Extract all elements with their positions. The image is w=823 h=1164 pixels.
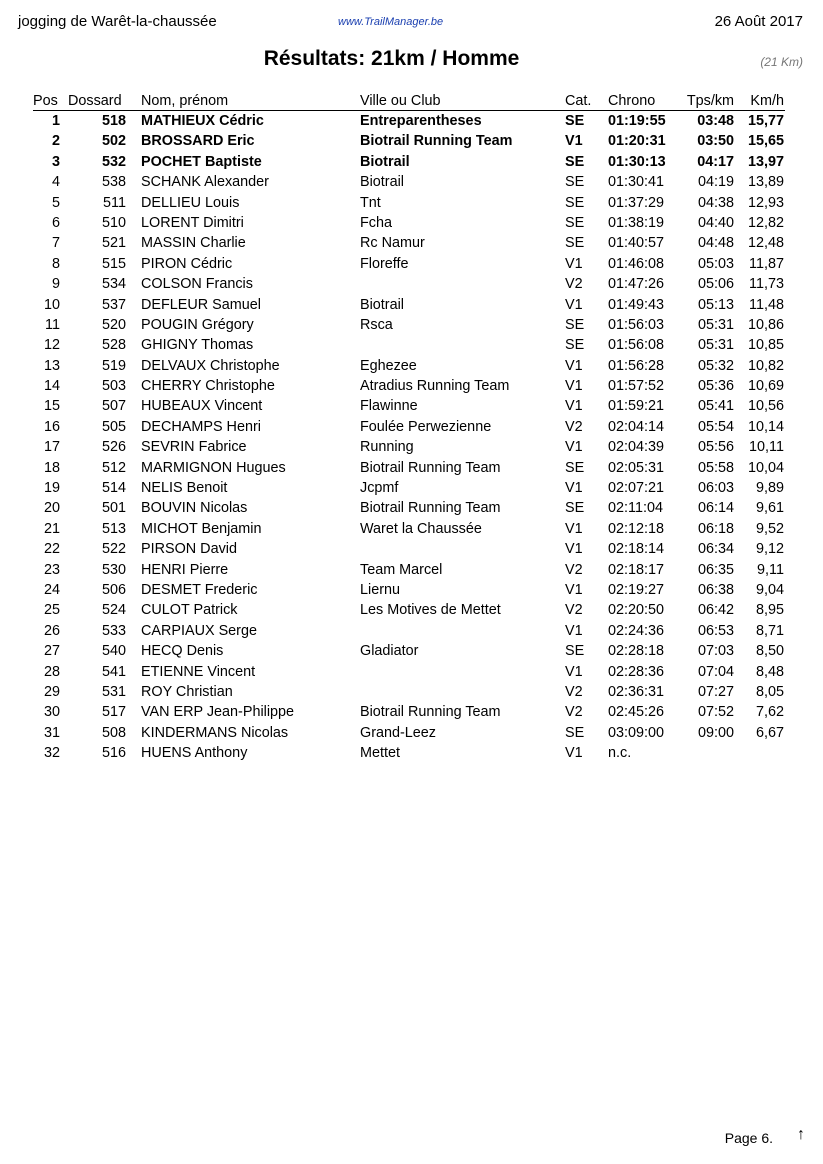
header-link[interactable]: www.TrailManager.be [338,16,444,28]
cell-pos: 24 [43,581,60,598]
cell-pos: 18 [43,459,60,476]
table-row [0,274,823,294]
cell-pos: 16 [43,418,60,435]
cell-nom: DESMET Frederic [141,581,258,598]
cell-nom: MARMIGNON Hugues [141,459,286,476]
cell-nom: PIRSON David [141,541,237,558]
cell-chrono: 02:28:18 [608,643,665,660]
cell-nom: MATHIEUX Cédric [141,113,264,129]
cell-cat: V1 [565,520,583,537]
cell-tps: 04:48 [697,235,734,252]
cell-dossard: 503 [101,378,126,395]
cell-nom: COLSON Francis [141,276,253,293]
cell-nom: BOUVIN Nicolas [141,500,248,517]
cell-dossard: 537 [101,296,126,313]
cell-cat: V2 [565,276,583,293]
cell-club: Waret la Chaussée [360,520,482,537]
cell-kmh: 13,97 [747,153,784,170]
cell-tps: 06:14 [697,500,734,517]
cell-kmh: 11,73 [749,276,784,293]
cell-dossard: 518 [101,113,126,129]
table-row [0,152,823,172]
cell-pos: 23 [43,561,60,578]
cell-cat: SE [565,724,585,741]
cell-club: Fcha [360,214,392,231]
cell-tps: 06:42 [697,602,734,619]
cell-dossard: 516 [101,745,126,762]
cell-cat: V2 [565,704,583,721]
cell-cat: V2 [565,683,583,700]
cell-tps: 07:52 [697,704,734,721]
cell-kmh: 9,11 [757,561,784,578]
cell-tps: 04:17 [697,153,734,170]
col-tps-header: Tps/km [686,93,734,109]
cell-club: Flawinne [360,398,418,415]
cell-club: Biotrail [360,153,410,170]
cell-chrono: 02:36:31 [608,683,665,700]
cell-cat: V1 [565,296,583,313]
col-cat-header: Cat. [565,93,592,109]
cell-kmh: 8,48 [755,663,784,680]
col-kmh-header: Km/h [750,93,784,109]
cell-cat: SE [565,174,585,191]
cell-club: Mettet [360,745,400,762]
cell-kmh: 9,04 [755,581,784,598]
cell-chrono: n.c. [608,745,632,762]
cell-pos: 22 [43,541,60,558]
cell-chrono: 01:56:03 [608,316,665,333]
cell-club: Foulée Perwezienne [360,418,492,435]
cell-tps: 03:48 [697,113,734,129]
cell-dossard: 511 [103,194,126,211]
cell-cat: SE [565,153,585,170]
cell-chrono: 03:09:00 [608,724,665,741]
cell-chrono: 02:19:27 [608,581,665,598]
col-chrono-header: Chrono [608,93,656,109]
cell-nom: CARPIAUX Serge [141,622,257,639]
cell-club: Liernu [360,581,401,598]
cell-kmh: 9,61 [755,500,784,517]
cell-pos: 8 [51,255,60,272]
cell-cat: V1 [565,255,583,272]
table-row [0,437,823,457]
cell-kmh: 6,67 [755,724,784,741]
cell-dossard: 528 [101,337,126,354]
cell-kmh: 7,62 [755,704,784,721]
cell-chrono: 02:45:26 [608,704,665,721]
cell-tps: 07:27 [697,683,734,700]
cell-cat: V1 [565,357,583,374]
cell-nom: NELIS Benoit [141,480,228,497]
table-row [0,254,823,274]
table-row [0,743,823,763]
table-row [0,193,823,213]
cell-club: Rsca [360,316,393,333]
cell-kmh: 10,56 [747,398,784,415]
table-header [0,91,823,111]
cell-club: Biotrail [360,296,404,313]
cell-tps: 05:06 [697,276,734,293]
col-pos-header: Pos [33,93,58,109]
cell-cat: SE [565,194,585,211]
cell-tps: 05:13 [697,296,734,313]
table-row [0,356,823,376]
table-row [0,233,823,253]
cell-cat: V1 [565,133,583,150]
cell-dossard: 505 [101,418,126,435]
cell-tps: 05:54 [697,418,734,435]
cell-dossard: 540 [101,643,126,660]
cell-club: Floreffe [360,255,409,272]
cell-tps: 04:19 [697,174,734,191]
cell-nom: HUBEAUX Vincent [141,398,263,415]
table-row [0,396,823,416]
cell-pos: 30 [43,704,60,721]
cell-tps: 05:36 [697,378,734,395]
cell-pos: 5 [51,194,60,211]
table-row [0,682,823,702]
distance-label: (21 Km) [760,55,803,69]
cell-chrono: 02:18:14 [608,541,665,558]
cell-chrono: 01:46:08 [608,255,665,272]
cell-chrono: 01:30:41 [608,174,665,191]
cell-pos: 9 [51,276,60,293]
cell-pos: 14 [43,378,60,395]
page-title: Résultats: 21km / Homme [263,47,520,70]
cell-nom: DELLIEU Louis [141,194,240,211]
cell-chrono: 01:57:52 [608,378,665,395]
cell-dossard: 507 [101,398,126,415]
cell-cat: SE [565,459,585,476]
cell-tps: 05:58 [697,459,734,476]
table-row [0,295,823,315]
cell-cat: SE [565,316,585,333]
cell-club: Les Motives de Mettet [360,602,501,619]
cell-chrono: 01:20:31 [608,133,666,150]
cell-chrono: 02:20:50 [608,602,665,619]
cell-nom: BROSSARD Eric [141,133,255,150]
cell-kmh: 10,69 [747,378,784,395]
cell-nom: SCHANK Alexander [141,174,269,191]
col-nom-header: Nom, prénom [141,93,229,109]
cell-tps: 06:35 [697,561,734,578]
cell-nom: LORENT Dimitri [141,214,244,231]
table-row [0,376,823,396]
header-date: 26 Août 2017 [714,13,803,30]
cell-cat: V1 [565,663,583,680]
cell-kmh: 10,85 [747,337,784,354]
cell-chrono: 02:04:39 [608,439,665,456]
cell-kmh: 12,93 [747,194,784,211]
cell-cat: SE [565,337,585,354]
cell-pos: 11 [45,316,60,333]
cell-dossard: 538 [101,174,126,191]
cell-tps: 05:31 [697,316,734,333]
cell-chrono: 01:49:43 [608,296,665,313]
cell-cat: V1 [565,439,583,456]
table-row [0,539,823,559]
cell-dossard: 519 [101,357,126,374]
cell-dossard: 508 [101,724,126,741]
cell-club: Biotrail Running Team [360,459,501,476]
cell-pos: 25 [43,602,60,619]
table-row [0,723,823,743]
cell-chrono: 01:30:13 [608,153,666,170]
cell-pos: 27 [43,643,60,660]
cell-dossard: 534 [101,276,126,293]
cell-tps: 06:34 [697,541,734,558]
cell-tps: 06:38 [697,581,734,598]
cell-kmh: 12,82 [747,214,784,231]
cell-dossard: 510 [101,214,126,231]
cell-club: Gladiator [360,643,419,660]
table-row [0,131,823,151]
table-row [0,335,823,355]
cell-chrono: 02:05:31 [608,459,665,476]
cell-nom: POUGIN Grégory [141,316,254,333]
cell-kmh: 9,12 [755,541,784,558]
cell-kmh: 8,05 [755,683,784,700]
cell-dossard: 530 [101,561,126,578]
cell-nom: VAN ERP Jean-Philippe [141,704,295,721]
cell-tps: 06:53 [697,622,734,639]
cell-kmh: 12,48 [747,235,784,252]
cell-nom: MICHOT Benjamin [141,520,262,537]
cell-dossard: 526 [101,439,126,456]
cell-chrono: 02:18:17 [608,561,665,578]
cell-pos: 3 [51,153,60,170]
table-row [0,519,823,539]
cell-dossard: 514 [101,480,126,497]
cell-club: Eghezee [360,357,417,374]
cell-kmh: 10,14 [747,418,784,435]
cell-club: Biotrail Running Team [360,133,513,150]
cell-pos: 15 [43,398,60,415]
cell-pos: 10 [43,296,60,313]
cell-kmh: 11,48 [749,296,784,313]
cell-nom: PIRON Cédric [141,255,233,272]
cell-nom: POCHET Baptiste [141,153,262,170]
cell-kmh: 10,86 [747,316,784,333]
cell-pos: 28 [43,663,60,680]
cell-pos: 17 [43,439,60,456]
cell-dossard: 521 [101,235,126,252]
header-event: jogging de Warêt-la-chaussée [18,13,217,30]
col-dossard-header: Dossard [68,93,122,109]
cell-kmh: 15,77 [747,113,784,129]
cell-cat: V2 [565,561,583,578]
cell-tps: 05:03 [697,255,734,272]
table-row [0,478,823,498]
cell-cat: SE [565,214,585,231]
cell-cat: V1 [565,541,583,558]
cell-tps: 05:41 [697,398,734,415]
cell-dossard: 501 [101,500,126,517]
cell-tps: 04:40 [697,214,734,231]
cell-pos: 26 [43,622,60,639]
cell-club: Running [360,439,414,456]
cell-dossard: 522 [101,541,126,558]
cell-kmh: 8,50 [755,643,784,660]
cell-cat: SE [565,113,585,129]
cell-chrono: 02:12:18 [608,520,665,537]
cell-nom: SEVRIN Fabrice [141,439,247,456]
table-row [0,662,823,682]
cell-club: Tnt [360,194,381,211]
table-row [0,641,823,661]
cell-kmh: 15,65 [747,133,784,150]
cell-pos: 1 [51,113,60,129]
cell-nom: DECHAMPS Henri [141,418,261,435]
cell-pos: 21 [43,520,60,537]
cell-pos: 13 [43,357,60,374]
cell-chrono: 01:38:19 [608,214,665,231]
table-row [0,498,823,518]
cell-pos: 6 [51,214,60,231]
cell-chrono: 02:04:14 [608,418,665,435]
cell-dossard: 520 [101,316,126,333]
table-row [0,458,823,478]
cell-club: Atradius Running Team [360,378,510,395]
table-row [0,600,823,620]
cell-dossard: 515 [101,255,126,272]
cell-chrono: 01:19:55 [608,113,666,129]
cell-dossard: 531 [101,683,126,700]
page-number: Page 6. [724,1130,773,1146]
cell-nom: CHERRY Christophe [141,378,275,395]
cell-cat: SE [565,235,585,252]
cell-cat: V2 [565,418,583,435]
cell-nom: GHIGNY Thomas [141,337,254,354]
cell-chrono: 02:24:36 [608,622,665,639]
cell-nom: HECQ Denis [141,643,224,660]
cell-pos: 20 [43,500,60,517]
cell-kmh: 10,04 [747,459,784,476]
cell-nom: ETIENNE Vincent [141,663,256,680]
cell-cat: V1 [565,480,583,497]
table-row [0,417,823,437]
cell-tps: 06:18 [697,520,734,537]
cell-tps: 07:03 [697,643,734,660]
table-row [0,172,823,192]
table-row [0,580,823,600]
cell-pos: 31 [43,724,60,741]
cell-chrono: 02:11:04 [608,500,663,517]
scroll-top-icon[interactable]: ↑ [797,1126,805,1143]
cell-club: Team Marcel [360,561,443,578]
table-row [0,621,823,641]
cell-kmh: 8,95 [755,602,784,619]
cell-cat: V1 [565,398,583,415]
cell-club: Biotrail Running Team [360,704,501,721]
cell-nom: HENRI Pierre [141,561,229,578]
cell-cat: V1 [565,378,583,395]
cell-club: Rc Namur [360,235,425,252]
cell-dossard: 513 [101,520,126,537]
cell-pos: 32 [43,745,60,762]
cell-dossard: 506 [101,581,126,598]
cell-tps: 04:38 [697,194,734,211]
col-club-header: Ville ou Club [360,93,441,109]
cell-cat: V1 [565,622,583,639]
cell-pos: 7 [51,235,60,252]
cell-dossard: 517 [101,704,126,721]
cell-pos: 29 [43,683,60,700]
cell-cat: V1 [565,581,583,598]
cell-chrono: 02:07:21 [608,480,665,497]
cell-nom: CULOT Patrick [141,602,238,619]
cell-chrono: 01:59:21 [608,398,665,415]
cell-chrono: 01:56:08 [608,337,665,354]
cell-dossard: 512 [101,459,126,476]
table-row [0,213,823,233]
cell-pos: 2 [51,133,60,150]
cell-tps: 09:00 [697,724,734,741]
cell-dossard: 524 [101,602,126,619]
cell-dossard: 502 [101,133,126,150]
cell-cat: SE [565,500,585,517]
cell-cat: SE [565,643,585,660]
cell-nom: HUENS Anthony [141,745,248,762]
cell-kmh: 10,11 [749,439,784,456]
cell-kmh: 13,89 [747,174,784,191]
cell-club: Jcpmf [360,480,399,497]
cell-nom: KINDERMANS Nicolas [141,724,289,741]
cell-club: Biotrail [360,174,404,191]
cell-tps: 05:32 [697,357,734,374]
cell-dossard: 541 [101,663,126,680]
table-body [0,111,823,764]
cell-nom: MASSIN Charlie [141,235,246,252]
table-row [0,315,823,335]
table-row [0,702,823,722]
cell-nom: DELVAUX Christophe [141,357,280,374]
cell-club: Grand-Leez [360,724,436,741]
cell-dossard: 533 [101,622,126,639]
cell-tps: 06:03 [697,480,734,497]
cell-chrono: 01:40:57 [608,235,665,252]
cell-pos: 4 [51,174,60,191]
cell-chrono: 02:28:36 [608,663,665,680]
cell-club: Entreparentheses [360,113,482,129]
cell-dossard: 532 [101,153,126,170]
table-row [0,560,823,580]
cell-kmh: 9,89 [755,480,784,497]
cell-tps: 03:50 [697,133,734,150]
table-row [0,111,823,131]
cell-chrono: 01:37:29 [608,194,665,211]
cell-chrono: 01:47:26 [608,276,665,293]
cell-tps: 07:04 [697,663,734,680]
cell-kmh: 9,52 [755,520,784,537]
cell-pos: 12 [43,337,60,354]
cell-pos: 19 [43,480,60,497]
cell-kmh: 11,87 [749,255,784,272]
cell-kmh: 8,71 [755,622,784,639]
cell-chrono: 01:56:28 [608,357,665,374]
results-table [0,91,823,764]
cell-cat: V1 [565,745,583,762]
cell-nom: DEFLEUR Samuel [141,296,261,313]
cell-nom: ROY Christian [141,683,233,700]
cell-club: Biotrail Running Team [360,500,501,517]
cell-tps: 05:56 [697,439,734,456]
cell-cat: V2 [565,602,583,619]
cell-tps: 05:31 [697,337,734,354]
cell-kmh: 10,82 [747,357,784,374]
